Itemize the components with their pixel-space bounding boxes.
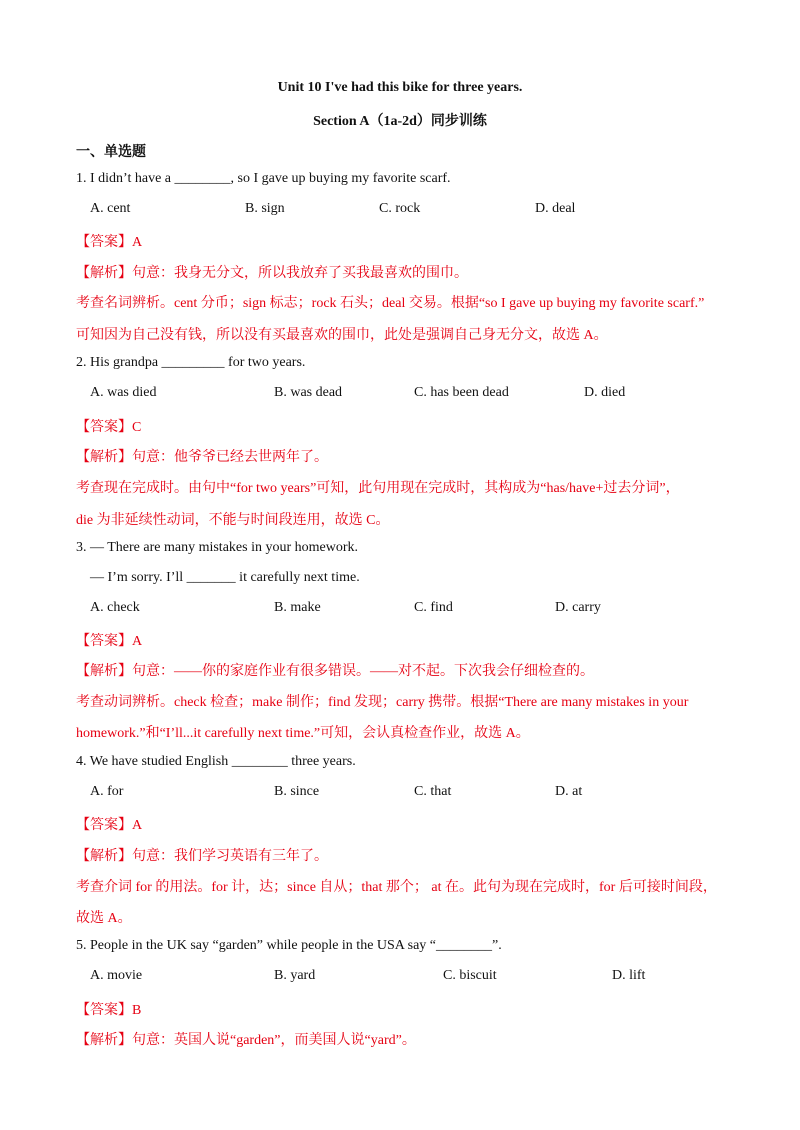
question-2-analysis-2: 考查现在完成时。由句中“for two years”可知，此句用现在完成时，其构成为“has/have+过去分词”， (76, 481, 680, 496)
question-2-analysis-3: die 为非延续性动词，不能与时间段连用，故选 C。 (76, 513, 390, 528)
question-3-analysis-2: 考查动词辨析。check 检查；make 制作；find 发现；carry 携带。根据“There are many mistakes in your (76, 695, 689, 710)
question-4-option-d: D. at (555, 784, 583, 799)
question-5-analysis-1: 【解析】句意：英国人说“garden”，而美国人说“yard”。 (76, 1033, 416, 1048)
question-2-answer: 【答案】C (76, 420, 142, 435)
question-5-stem: 5. People in the UK say “garden” while people in the USA say “________”. (76, 938, 502, 953)
question-3-analysis-1: 【解析】句意：——你的家庭作业有很多错误。——对不起。下次我会仔细检查的。 (76, 664, 594, 679)
question-5-option-c: C. biscuit (443, 968, 497, 983)
question-3-option-a: A. check (90, 600, 140, 615)
question-4-stem: 4. We have studied English ________ three years. (76, 754, 356, 769)
question-3-option-d: D. carry (555, 600, 601, 615)
question-4-option-c: C. that (414, 784, 452, 799)
question-2-analysis-1: 【解析】句意：他爷爷已经去世两年了。 (76, 450, 328, 465)
question-1-analysis-3: 可知因为自己没有钱，所以没有买最喜欢的围巾，此处是强调自己身无分文，故选 A。 (76, 328, 608, 343)
question-2-option-b: B. was dead (274, 385, 343, 400)
question-4-analysis-1: 【解析】句意：我们学习英语有三年了。 (76, 849, 328, 864)
question-4-option-a: A. for (90, 784, 124, 799)
question-3-option-b: B. make (274, 600, 321, 615)
document-title: Unit 10 I've had this bike for three years. (277, 80, 523, 95)
document-subtitle: Section A（1a-2d）同步训练 (313, 114, 487, 129)
question-5-option-a: A. movie (90, 968, 143, 983)
question-5-answer: 【答案】B (76, 1003, 142, 1018)
question-5-option-b: B. yard (274, 968, 316, 983)
question-4-analysis-2: 考查介词 for 的用法。for 计，达；since 自从；that 那个； at 在。此句为现在完成时，for 后可接时间段， (76, 880, 717, 895)
question-1-option-b: B. sign (245, 201, 285, 216)
question-2-option-d: D. died (584, 385, 626, 400)
question-3-answer: 【答案】A (76, 634, 143, 649)
question-5-option-d: D. lift (612, 968, 646, 983)
question-1-option-c: C. rock (379, 201, 421, 216)
question-1-stem: 1. I didn’t have a ________, so I gave up buying my favorite scarf. (76, 171, 451, 186)
question-1-answer: 【答案】A (76, 235, 143, 250)
question-3-option-c: C. find (414, 600, 453, 615)
question-4-answer: 【答案】A (76, 818, 143, 833)
question-3-analysis-3: homework.”和“I’ll...it carefully next time.”可知，会认真检查作业，故选 A。 (76, 726, 530, 741)
question-2-option-a: A. was died (90, 385, 157, 400)
question-3-stem-reply: — I’m sorry. I’ll _______ it carefully next time. (90, 570, 360, 585)
question-3-stem: 3. — There are many mistakes in your homework. (76, 540, 359, 555)
question-4-option-b: B. since (274, 784, 320, 799)
question-1-option-d: D. deal (535, 201, 576, 216)
section-heading: 一、单选题 (76, 145, 146, 160)
question-1-option-a: A. cent (90, 201, 131, 216)
question-2-option-c: C. has been dead (414, 385, 509, 400)
question-1-analysis-2: 考查名词辨析。cent 分币；sign 标志；rock 石头；deal 交易。根据“so I gave up buying my favorite scarf.” (76, 296, 705, 311)
question-1-analysis-1: 【解析】句意：我身无分文，所以我放弃了买我最喜欢的围巾。 (76, 266, 468, 281)
question-4-analysis-3: 故选 A。 (76, 911, 132, 926)
question-2-stem: 2. His grandpa _________ for two years. (76, 355, 306, 370)
